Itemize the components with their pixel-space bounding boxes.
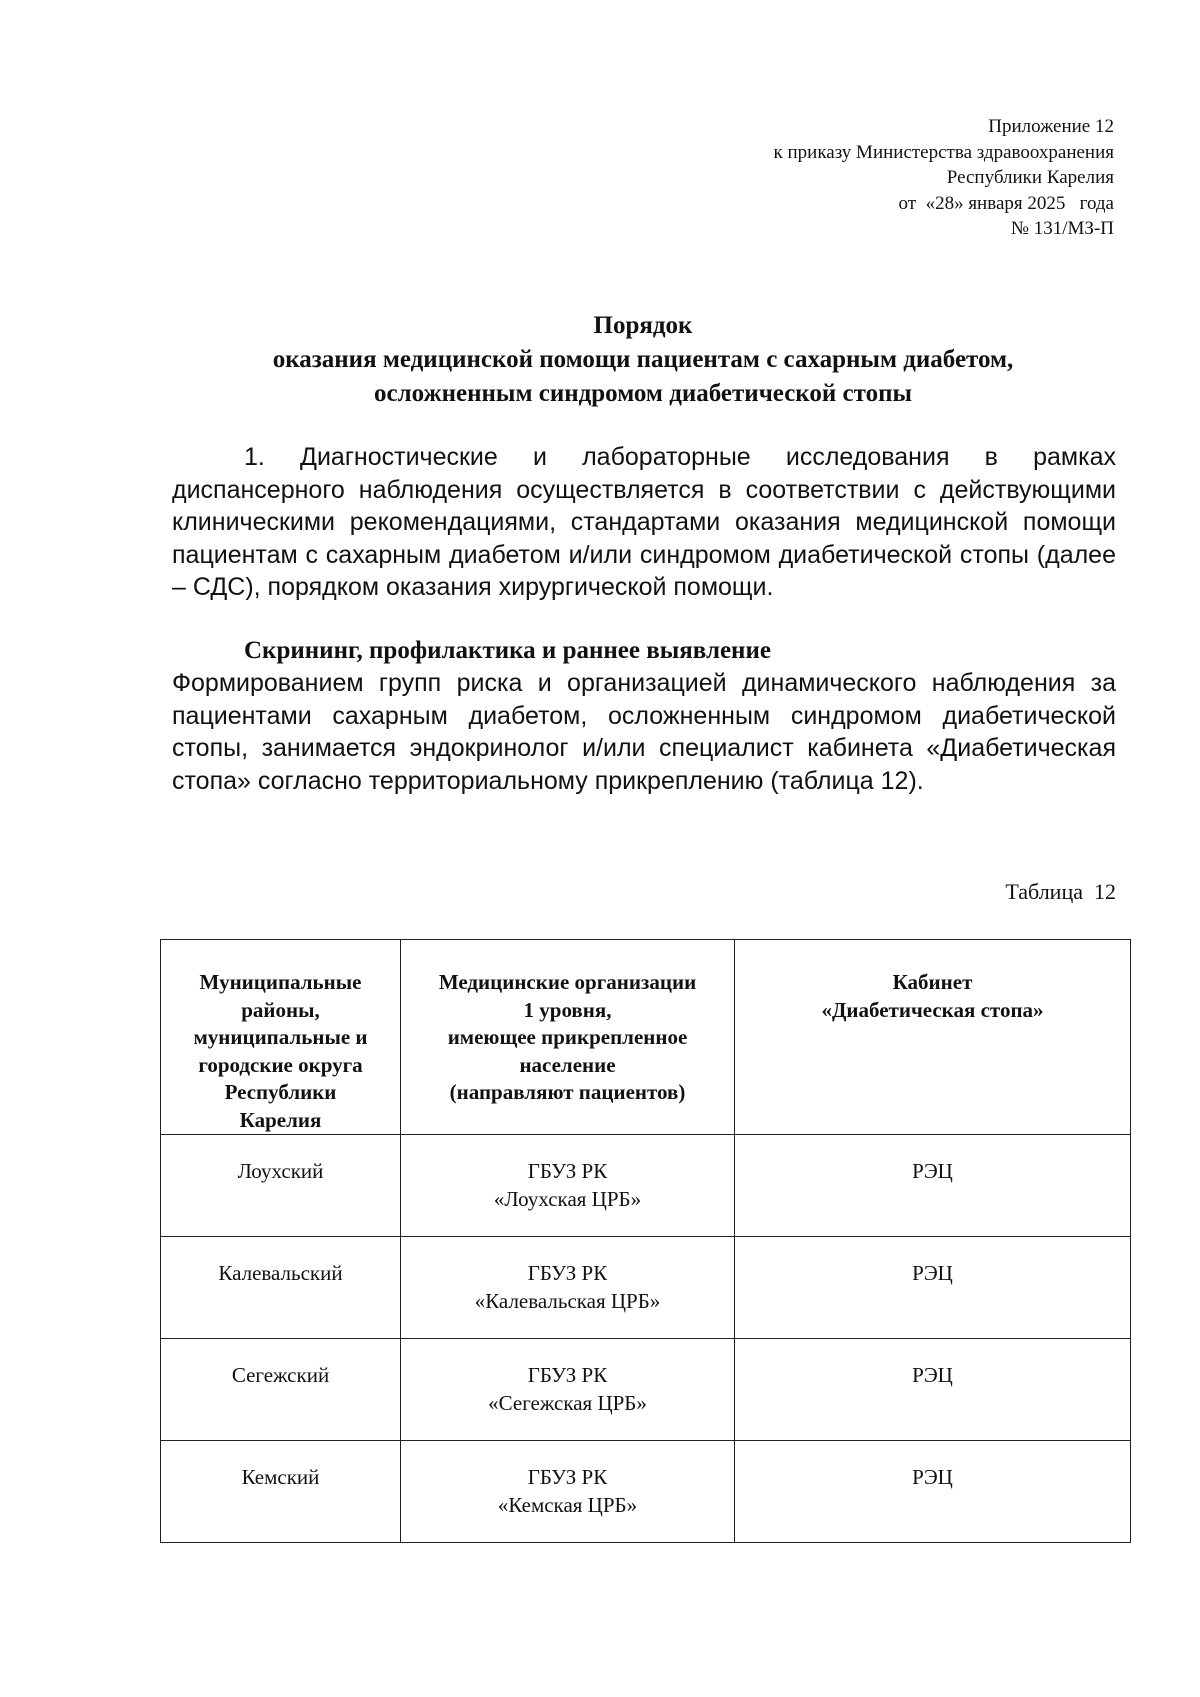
- header-cabinet: [735, 940, 1131, 1135]
- organization-name: «Сегежская ЦРБ»: [488, 1390, 647, 1415]
- table-caption: Таблица 12: [1005, 879, 1116, 904]
- organization-name: «Лоухская ЦРБ»: [493, 1186, 642, 1211]
- header-districts: [161, 940, 401, 1135]
- cabinet-cell: РЭЦ: [735, 1339, 1131, 1441]
- table-row: [161, 1135, 1131, 1237]
- organization-name: «Кемская ЦРБ»: [497, 1492, 638, 1517]
- table-row: [161, 1339, 1131, 1441]
- district-cell: Лоухский: [161, 1135, 401, 1237]
- organization-cell: [401, 1441, 735, 1543]
- organization-type: ГБУЗ РК: [527, 1159, 608, 1183]
- appendix-line: к приказу Министерства здравоохранения: [773, 141, 1114, 163]
- organization-cell: [401, 1135, 735, 1237]
- organization-cell: [401, 1237, 735, 1339]
- header-text: Муниципальные: [199, 970, 362, 994]
- table-row: [161, 1237, 1131, 1339]
- table-header-row: [161, 940, 1131, 1135]
- appendix-line: Республики Карелия: [946, 167, 1114, 188]
- title-line: осложненным синдромом диабетической стопы: [373, 380, 912, 407]
- document-title: [170, 309, 1116, 411]
- header-text: районы,: [241, 997, 320, 1022]
- paragraph-screening: Формированием групп риска и организацией динамического наблюдения за пациентами сахарным диабетом, осложненным синдромом диабетической стопы, занимается эндокринолог и/или специалист кабинета «Диабетическая стопа» согласно территориальному прикреплению (таблица 12).: [172, 669, 1116, 795]
- header-text: городские округа: [198, 1052, 363, 1077]
- title-line: оказания медицинской помощи пациентам с сахарным диабетом,: [272, 346, 1014, 373]
- header-text: муниципальные и: [193, 1025, 368, 1049]
- paragraph-diagnostics: 1. Диагностические и лабораторные исследования в рамках диспансерного наблюдения осуществляется в соответствии с действующими клиническими рекомендациями, стандартами оказания медицинской помощи пациентам с сахарным диабетом и/или синдромом диабетической стопы (далее – СДС), порядком оказания хирургической помощи.: [172, 443, 1116, 602]
- header-text: население: [519, 1052, 616, 1077]
- cabinet-cell: РЭЦ: [735, 1135, 1131, 1237]
- section-heading: Скрининг, профилактика и раннее выявление: [244, 637, 771, 664]
- header-text: Медицинские организации: [438, 970, 697, 994]
- header-text: 1 уровня,: [523, 997, 612, 1022]
- cabinet-cell: РЭЦ: [735, 1237, 1131, 1339]
- organization-type: ГБУЗ РК: [527, 1363, 608, 1387]
- organization-cell: [401, 1339, 735, 1441]
- organizations-table: [160, 939, 1131, 1543]
- appendix-line: № 131/МЗ-П: [1010, 218, 1114, 239]
- title-line: Порядок: [593, 312, 693, 339]
- district-cell: Кемский: [161, 1441, 401, 1543]
- cabinet-cell: РЭЦ: [735, 1441, 1131, 1543]
- organization-name: «Калевальская ЦРБ»: [474, 1288, 661, 1313]
- district-cell: Сегежский: [161, 1339, 401, 1441]
- organization-type: ГБУЗ РК: [527, 1465, 608, 1489]
- header-text: (направляют пациентов): [449, 1080, 686, 1104]
- header-text: имеющее прикрепленное: [447, 1025, 688, 1049]
- appendix-line: Приложение 12: [988, 116, 1114, 137]
- table-row: [161, 1441, 1131, 1543]
- appendix-line: от «28» января 2025 года: [898, 192, 1114, 214]
- organization-type: ГБУЗ РК: [527, 1261, 608, 1285]
- appendix-reference: [774, 114, 1115, 242]
- header-text: Карелия: [239, 1107, 322, 1132]
- header-organizations: [401, 940, 735, 1135]
- header-text: Республики: [224, 1080, 337, 1104]
- district-cell: Калевальский: [161, 1237, 401, 1339]
- header-text: «Диабетическая стопа»: [821, 997, 1044, 1022]
- header-text: Кабинет: [892, 970, 973, 994]
